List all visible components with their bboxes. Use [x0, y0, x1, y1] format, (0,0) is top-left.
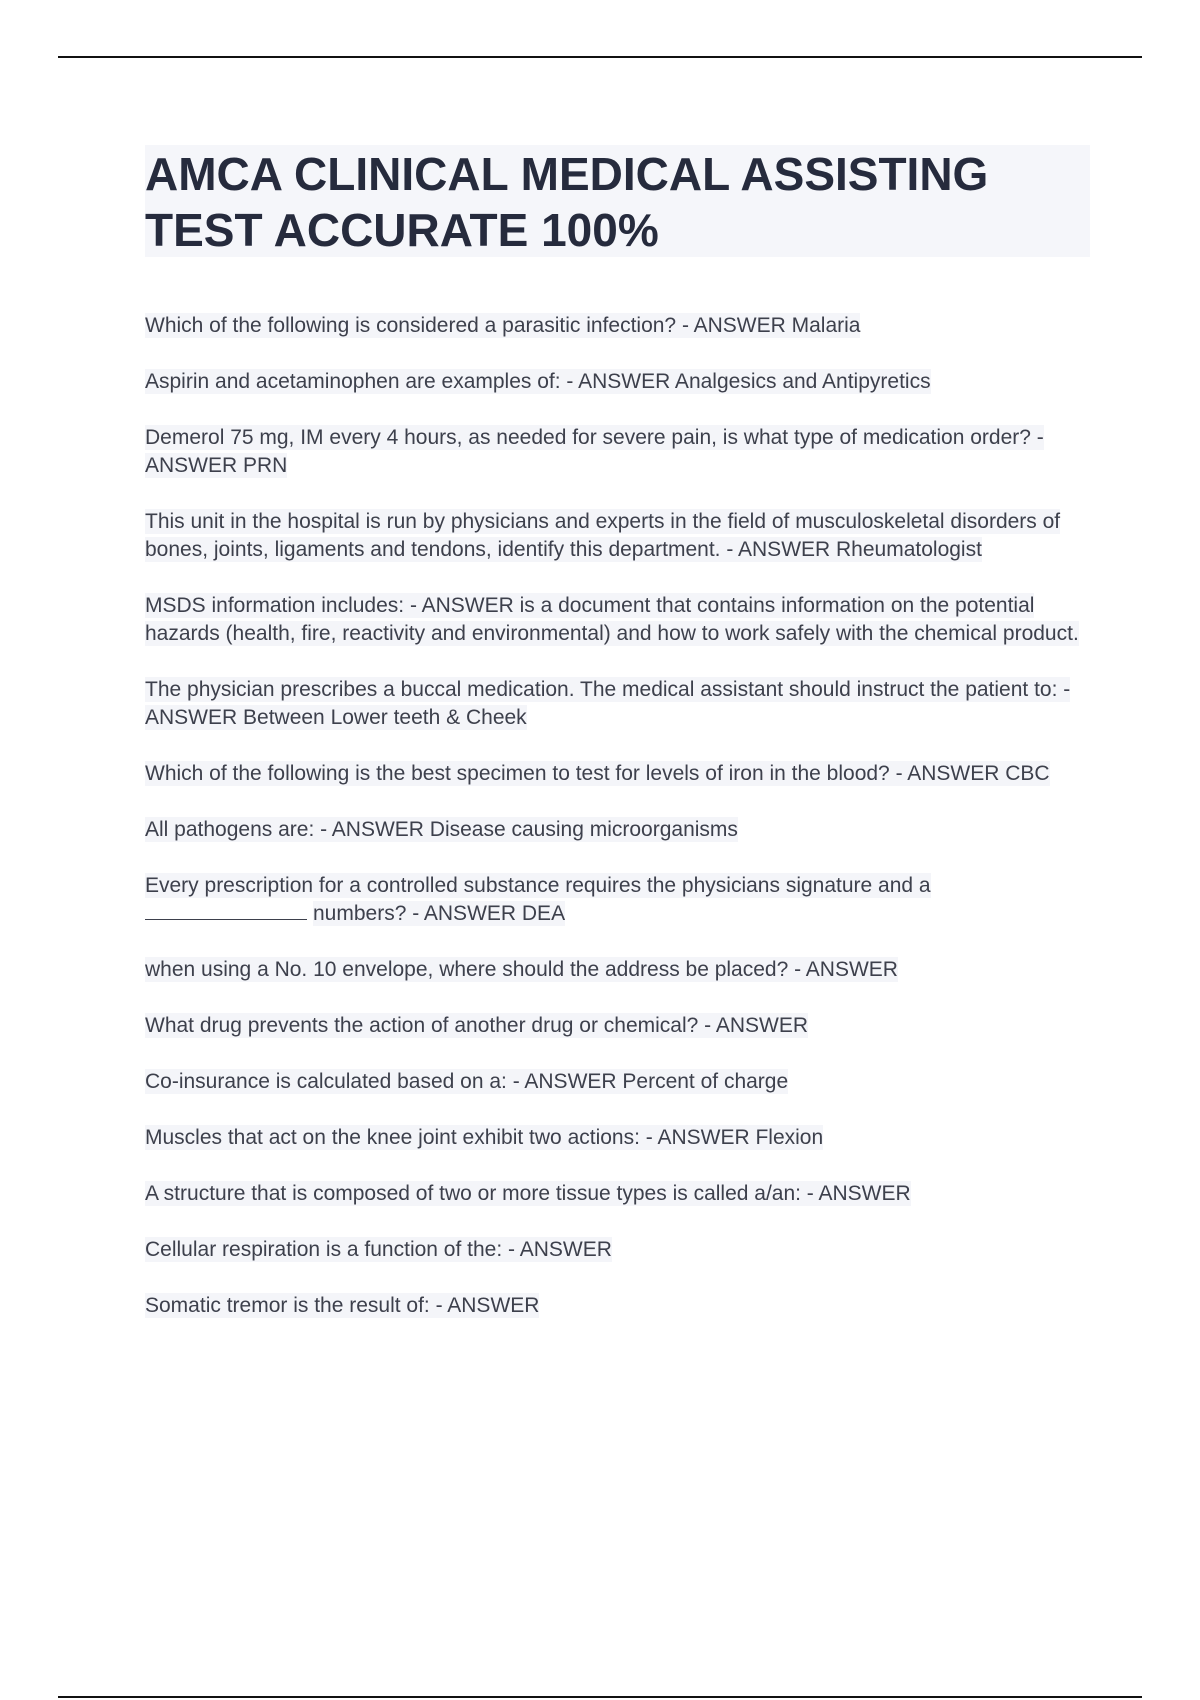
qa-item [145, 760, 1095, 788]
qa-text: Which of the following is considered a parasitic infection? - ANSWER Malaria [145, 314, 861, 337]
qa-text: What drug prevents the action of another drug or chemical? - ANSWER [145, 1014, 808, 1037]
qa-item [145, 676, 1095, 732]
qa-text: A structure that is composed of two or more tissue types is called a/an: - ANSWER [145, 1182, 911, 1205]
qa-text: Muscles that act on the knee joint exhibit two actions: - ANSWER Flexion [145, 1126, 824, 1149]
qa-text: Somatic tremor is the result of: - ANSWER [145, 1294, 540, 1317]
qa-text: Demerol 75 mg, IM every 4 hours, as needed for severe pain, is what type of medication order? - ANSWER PRN [145, 426, 1044, 477]
qa-text-before-blank: Every prescription for a controlled substance requires the physicians signature and a [145, 874, 931, 897]
qa-text: Cellular respiration is a function of the: - ANSWER [145, 1238, 612, 1261]
top-rule [58, 56, 1142, 58]
qa-item [145, 872, 1095, 928]
qa-text: The physician prescribes a buccal medication. The medical assistant should instruct the patient to: - ANSWER Between Lower teeth & Cheek [145, 678, 1071, 729]
qa-text: Co-insurance is calculated based on a: - ANSWER Percent of charge [145, 1070, 789, 1093]
qa-item [145, 956, 1095, 984]
qa-text: MSDS information includes: - ANSWER is a document that contains information on the potential hazards (health, fire, reactivity and environmental) and how to work safely with the chemical product. [145, 594, 1079, 645]
qa-text: All pathogens are: - ANSWER Disease causing microorganisms [145, 818, 738, 841]
qa-list [145, 312, 1095, 1348]
qa-item [145, 1292, 1095, 1320]
document-title: AMCA CLINICAL MEDICAL ASSISTING TEST ACCURATE 100% [145, 148, 989, 256]
qa-text: Which of the following is the best specimen to test for levels of iron in the blood? - ANSWER CBC [145, 762, 1050, 785]
qa-item [145, 508, 1095, 564]
qa-text: Aspirin and acetaminophen are examples of: - ANSWER Analgesics and Antipyretics [145, 370, 931, 393]
qa-text: when using a No. 10 envelope, where should the address be placed? - ANSWER [145, 958, 898, 981]
qa-item [145, 1180, 1095, 1208]
qa-item [145, 592, 1095, 648]
qa-item [145, 1124, 1095, 1152]
qa-item [145, 424, 1095, 480]
qa-text: This unit in the hospital is run by physicians and experts in the field of musculoskeletal disorders of bones, joints, ligaments and tendons, identify this department. - ANSWER Rheumatologist [145, 510, 1061, 561]
fill-in-blank [145, 919, 307, 920]
qa-item [145, 1236, 1095, 1264]
bottom-rule [58, 1696, 1142, 1698]
qa-item [145, 1068, 1095, 1096]
qa-item [145, 312, 1095, 340]
qa-item [145, 816, 1095, 844]
qa-item [145, 368, 1095, 396]
qa-text-after-blank: numbers? - ANSWER DEA [313, 902, 566, 925]
qa-item [145, 1012, 1095, 1040]
